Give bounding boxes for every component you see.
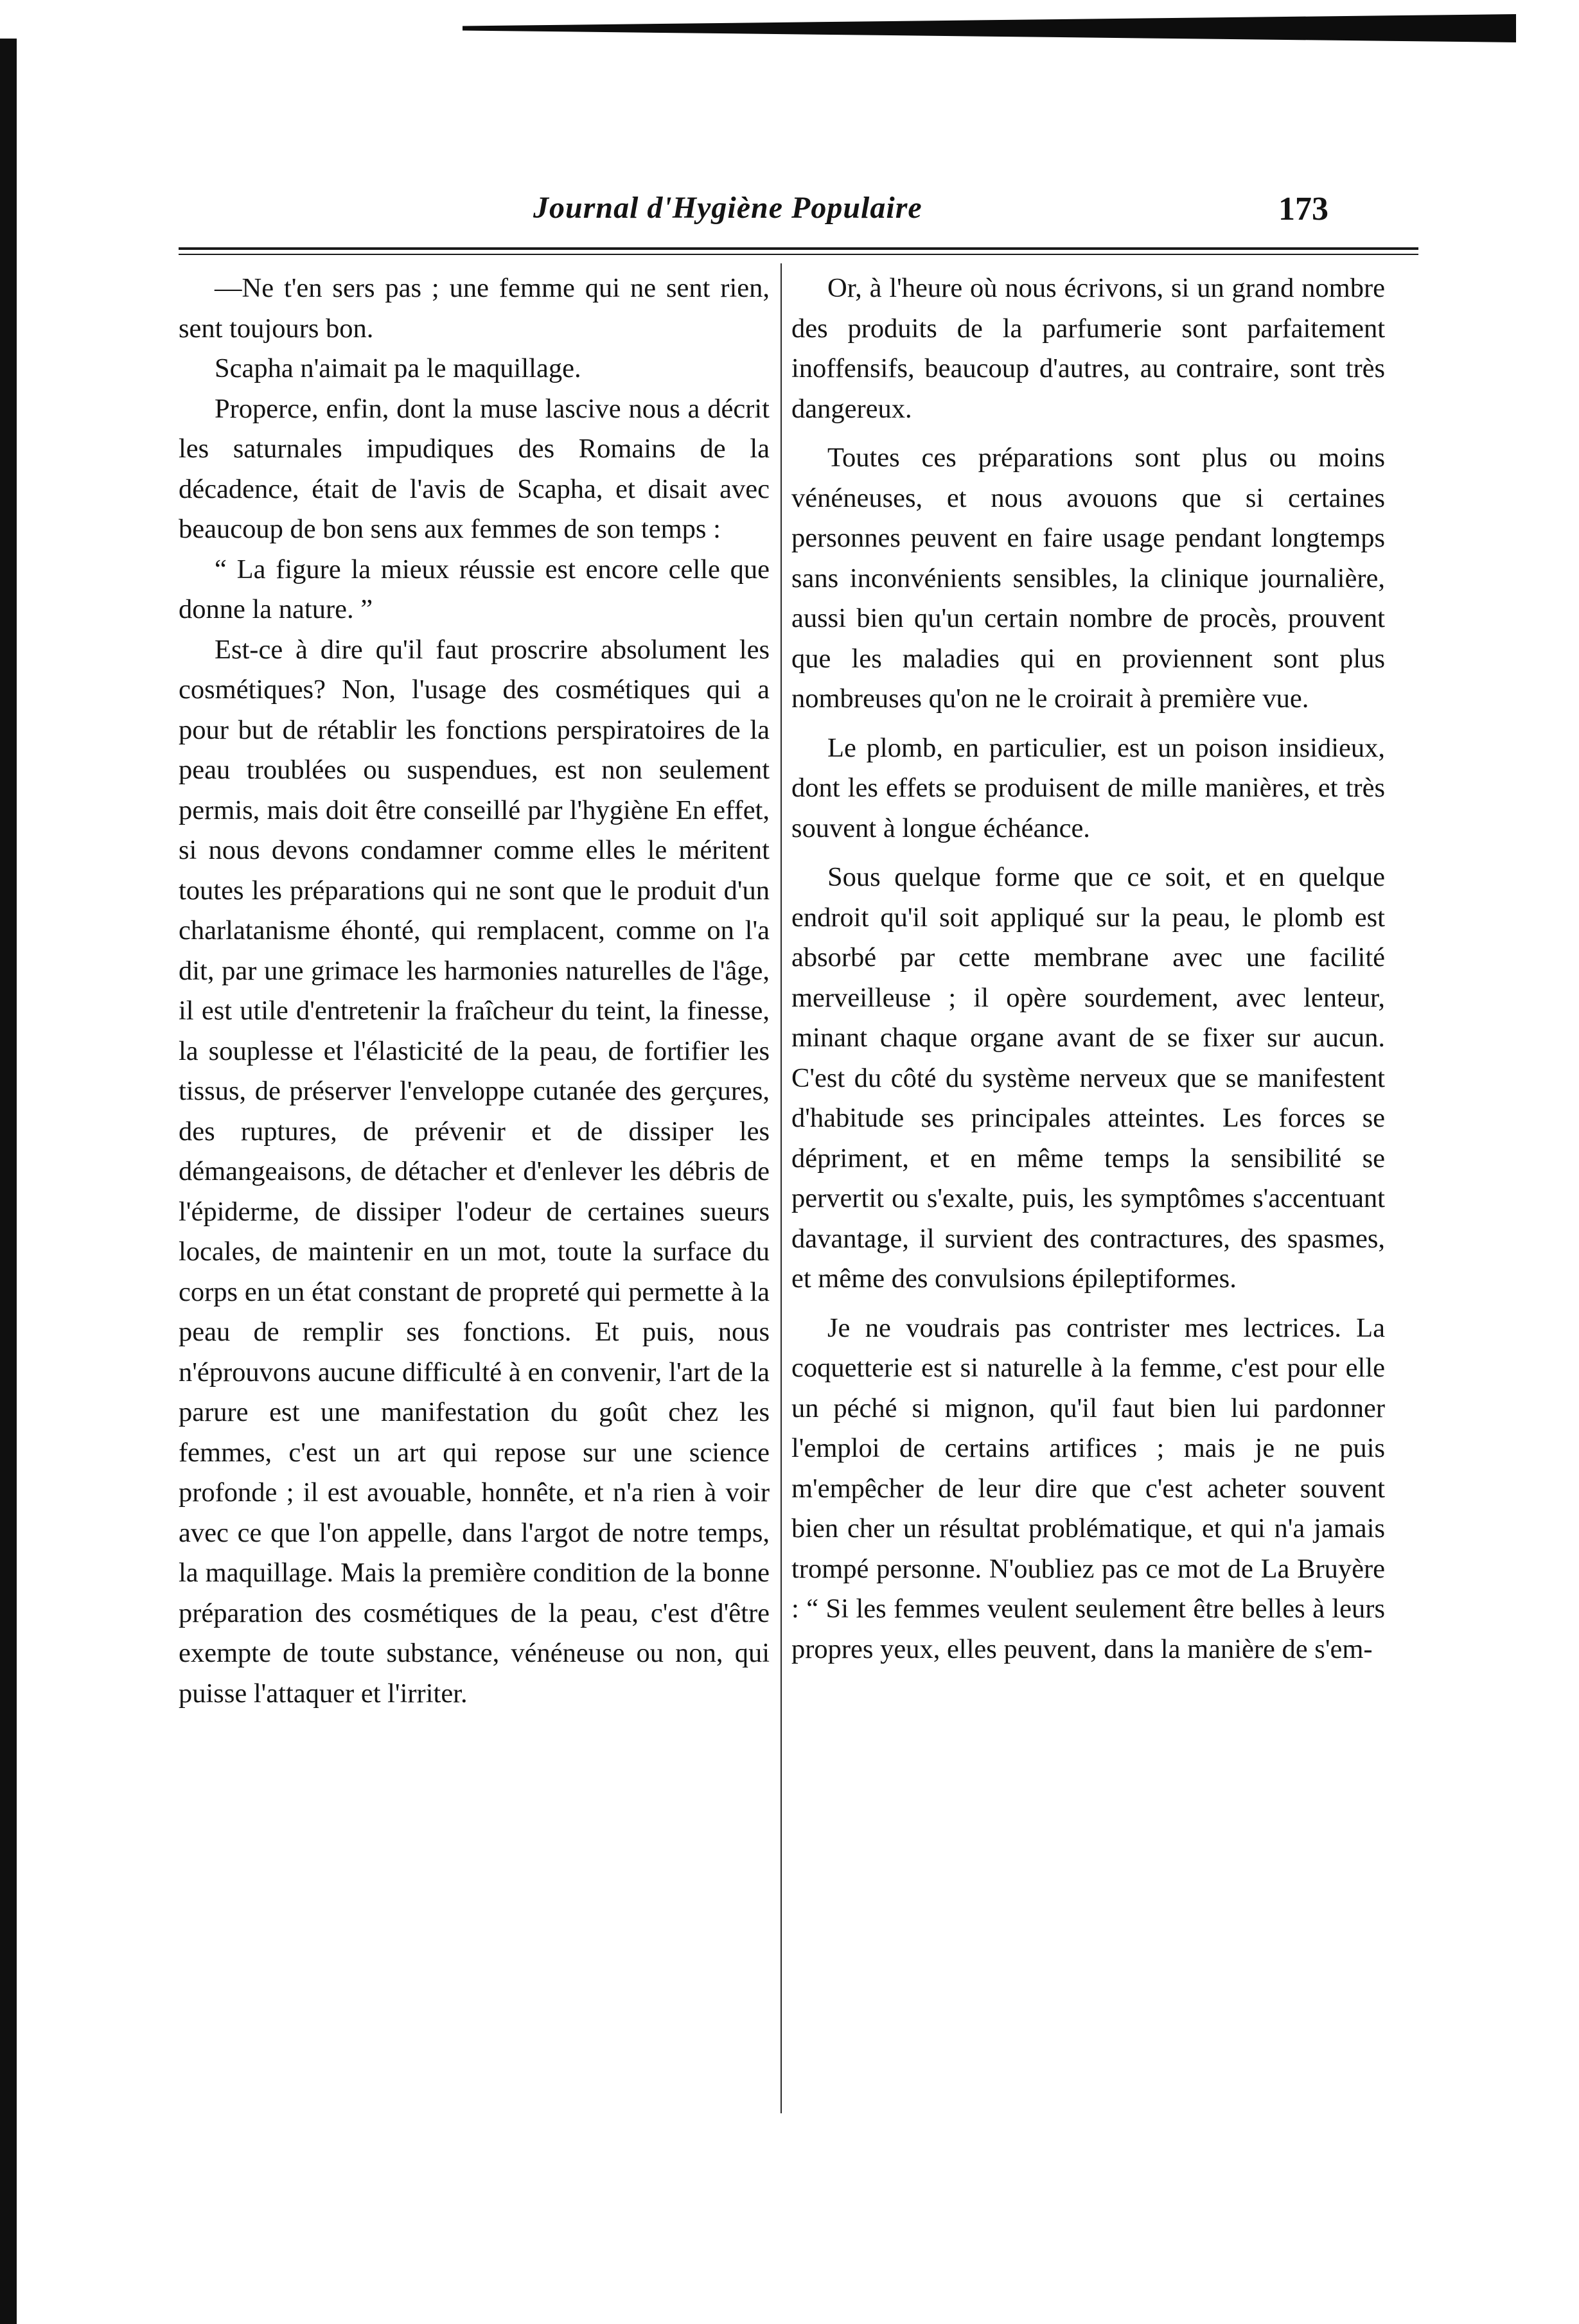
paragraph: Est-ce à dire qu'il faut proscrire absolument les cosmétiques? Non, l'usage des cosmétiques qui a pour but de rétablir les fonctions perspiratoires de la peau troublées ou suspendues, est non seulement permis, mais doit être conseillé par l'hygiène En effet, si nous devons condamner comme elles le méritent toutes les préparations qui ne sont que le produit d'un charlatanisme éhonté, qui remplacent, comme on l'a dit, par une grimace les harmonies naturelles de l'âge, il est utile d'entretenir la fraîcheur du teint, la finesse, la souplesse et l'élasticité de la peau, de fortifier les tissus, de préserver l'enveloppe cutanée des gerçures, des ruptures, de prévenir et de dissiper les démangeaisons, de détacher et d'enlever les débris de l'épiderme, de dissiper l'odeur de certaines sueurs locales, de maintenir en un mot, toute la surface du corps en un état constant de propreté qui permette à la peau de remplir ses fonctions. Et puis, nous n'éprouvons aucune difficulté à en convenir, l'art de la parure est une manifestation du goût chez les femmes, c'est un art qui repose sur une science profonde ; il est avouable, honnête, et n'a rien à voir avec ce que l'on appelle, dans l'argot de notre temps, la maquillage. Mais la première condition de la bonne préparation des cosmétiques de la peau, c'est d'être exempte de toute substance, vénéneuse ou non, qui puisse l'attaquer et l'irriter.	[179, 634, 770, 1709]
quotation: “ La figure la mieux réussie est encore celle que donne la nature. ”	[179, 554, 770, 624]
header-rule-thick	[179, 247, 1418, 250]
top-printed-rule	[463, 14, 1516, 42]
paragraph: Scapha n'aimait pa le maquillage.	[215, 353, 581, 383]
left-column	[179, 268, 770, 1714]
paragraph: Le plomb, en particulier, est un poison insidieux, dont les effets se produisent de mille manières, et très souvent à longue échéance.	[791, 732, 1385, 843]
paragraph: —Ne t'en sers pas ; une femme qui ne sent rien, sent toujours bon.	[179, 273, 770, 344]
paragraph: Sous quelque forme que ce soit, et en quelque endroit qu'il soit appliqué sur la peau, le plomb est absorbé par cette membrane avec une facilité merveilleuse ; il opère sourdement, avec lenteur, minant chaque organe avant de se fixer sur aucun. C'est du côté du système nerveux que se manifestent d'habitude ses principales atteintes. Les forces se dépriment, et en même temps la sensibilité se pervertit ou s'exalte, puis, les symptômes s'accentuant davantage, il survient des contractures, des spasmes, et même des convulsions épileptiformes.	[791, 862, 1385, 1294]
header-rule-thin	[179, 254, 1418, 255]
paragraph: Or, à l'heure où nous écrivons, si un grand nombre des produits de la parfumerie sont parfaitement inoffensifs, beaucoup d'autres, au contraire, sont très dangereux.	[791, 273, 1385, 424]
running-title: Journal d'Hygiène Populaire	[533, 191, 922, 225]
binding-edge-shadow	[0, 39, 17, 2324]
paragraph: Je ne voudrais pas contrister mes lectrices. La coquetterie est si naturelle à la femme, c'est pour elle un péché si mignon, qu'il faut bien lui pardonner l'emploi de certains artifices ; mais je ne puis m'empêcher de leur dire que c'est acheter souvent bien cher un résultat problématique, et qui n'a jamais trompé personne. N'oubliez pas ce mot de La Bruyère : “ Si les femmes veulent seulement être belles à leurs propres yeux, elles peuvent, dans la manière de s'em-	[791, 1312, 1385, 1664]
paragraph: Properce, enfin, dont la muse lascive nous a décrit les saturnales impudiques des Romains de la décadence, était de l'avis de Scapha, et disait avec beaucoup de bon sens aux femmes de son temps :	[179, 393, 770, 544]
right-column	[791, 268, 1385, 1669]
column-divider	[781, 263, 782, 2113]
page-number: 173	[1278, 191, 1328, 227]
paragraph: Toutes ces préparations sont plus ou moins vénéneuses, et nous avouons que si certaines personnes peuvent en faire usage pendant longtemps sans inconvénients sensibles, la clinique journalière, aussi bien qu'un certain nombre de procès, prouvent que les maladies qui en proviennent sont plus nombreuses qu'on ne le croirait à première vue.	[791, 443, 1385, 714]
